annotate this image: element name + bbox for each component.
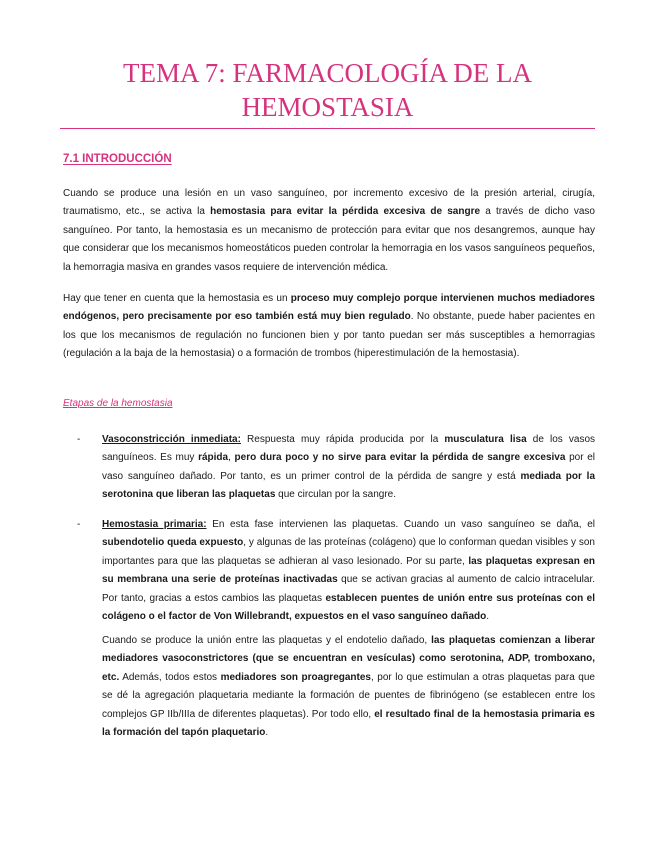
section-heading: 7.1 INTRODUCCIÓN: [63, 153, 172, 165]
stages-subheading: Etapas de la hemostasia: [63, 398, 173, 409]
title-line-2: HEMOSTASIA: [241, 92, 414, 122]
list-item-vasoconstriction: Vasoconstricción inmediata: Respuesta muy rápida producida por la musculatura lisa de los vasos sanguíneos. Es muy rápida, pero dura poco y no sirve para evitar la pérdida de sangre excesiva por el vaso sanguíneo dañado. Por tanto, es un primer control de la pérdida de sangre y está mediada por la serotonina que liberan las plaquetas que circulan por la sangre.: [102, 434, 596, 501]
title-divider: [60, 128, 595, 129]
item-label: Hemostasia primaria:: [102, 519, 207, 530]
intro-paragraph-2: Hay que tener en cuenta que la hemostasia es un proceso muy complejo porque intervienen muchos mediadores endógenos, pero precisamente por eso también está muy bien regulado. No obstante, puede haber pacientes en los que los mecanismos de regulación no funcionen bien y por tanto puedan ser más susceptibles a hemorragias (regulación a la baja de la hemostasia) o a formación de trombos (hiperestimulación de la hemostasia).: [63, 293, 595, 360]
item-label: Vasoconstricción inmediata:: [102, 434, 241, 445]
page-title: [60, 56, 595, 124]
bullet-marker: -: [77, 519, 81, 530]
bullet-marker: -: [77, 434, 81, 445]
intro-paragraph-1: Cuando se produce una lesión en un vaso sanguíneo, por incremento excesivo de la presión arterial, cirugía, traumatismo, etc., se activa la hemostasia para evitar la pérdida excesiva de sangre a través de dicho vaso sanguíneo. Por tanto, la hemostasia es un mecanismo de protección para evitar que nos desangremos, aunque hay que considerar que los mecanismos homeostáticos pueden controlar la hemorragia en los vasos sanguíneos pequeños, la hemorragia masiva en grandes vasos requiere de intervención médica.: [63, 188, 595, 273]
title-line-1: TEMA 7: FARMACOLOGÍA DE LA: [122, 58, 532, 88]
list-item-primary-hemostasis: Hemostasia primaria: En esta fase intervienen las plaquetas. Cuando un vaso sanguíneo se daña, el subendotelio queda expuesto, y algunas de las proteínas (colágeno) que lo conforman quedan visibles y son importantes para que las plaquetas se adhieran al vaso lesionado. Por su parte, las plaquetas expresan en su membrana una serie de proteínas inactivadas que se activan gracias al aumento de calcio intracelular. Por tanto, gracias a estos cambios las plaquetas establecen puentes de unión entre sus proteínas con el colágeno o el factor de Von Willebrandt, expuestos en el vaso sanguíneo dañado.: [102, 519, 595, 623]
list-item-continuation: Cuando se produce la unión entre las plaquetas y el endotelio dañado, las plaquetas comienzan a liberar mediadores vasoconstrictores (que se encuentran en vesículas) como serotonina, ADP, tromboxano, etc. Además, todos estos mediadores son proagregantes, por lo que estimulan a otras plaquetas para que se dé la agregación plaquetaria mediante la formación de puentes de fibrinógeno (se establecen entre los complejos GP IIb/IIIa de diferentes plaquetas). Por todo ello, el resultado final de la hemostasia primaria es la formación del tapón plaquetario.: [102, 635, 595, 739]
